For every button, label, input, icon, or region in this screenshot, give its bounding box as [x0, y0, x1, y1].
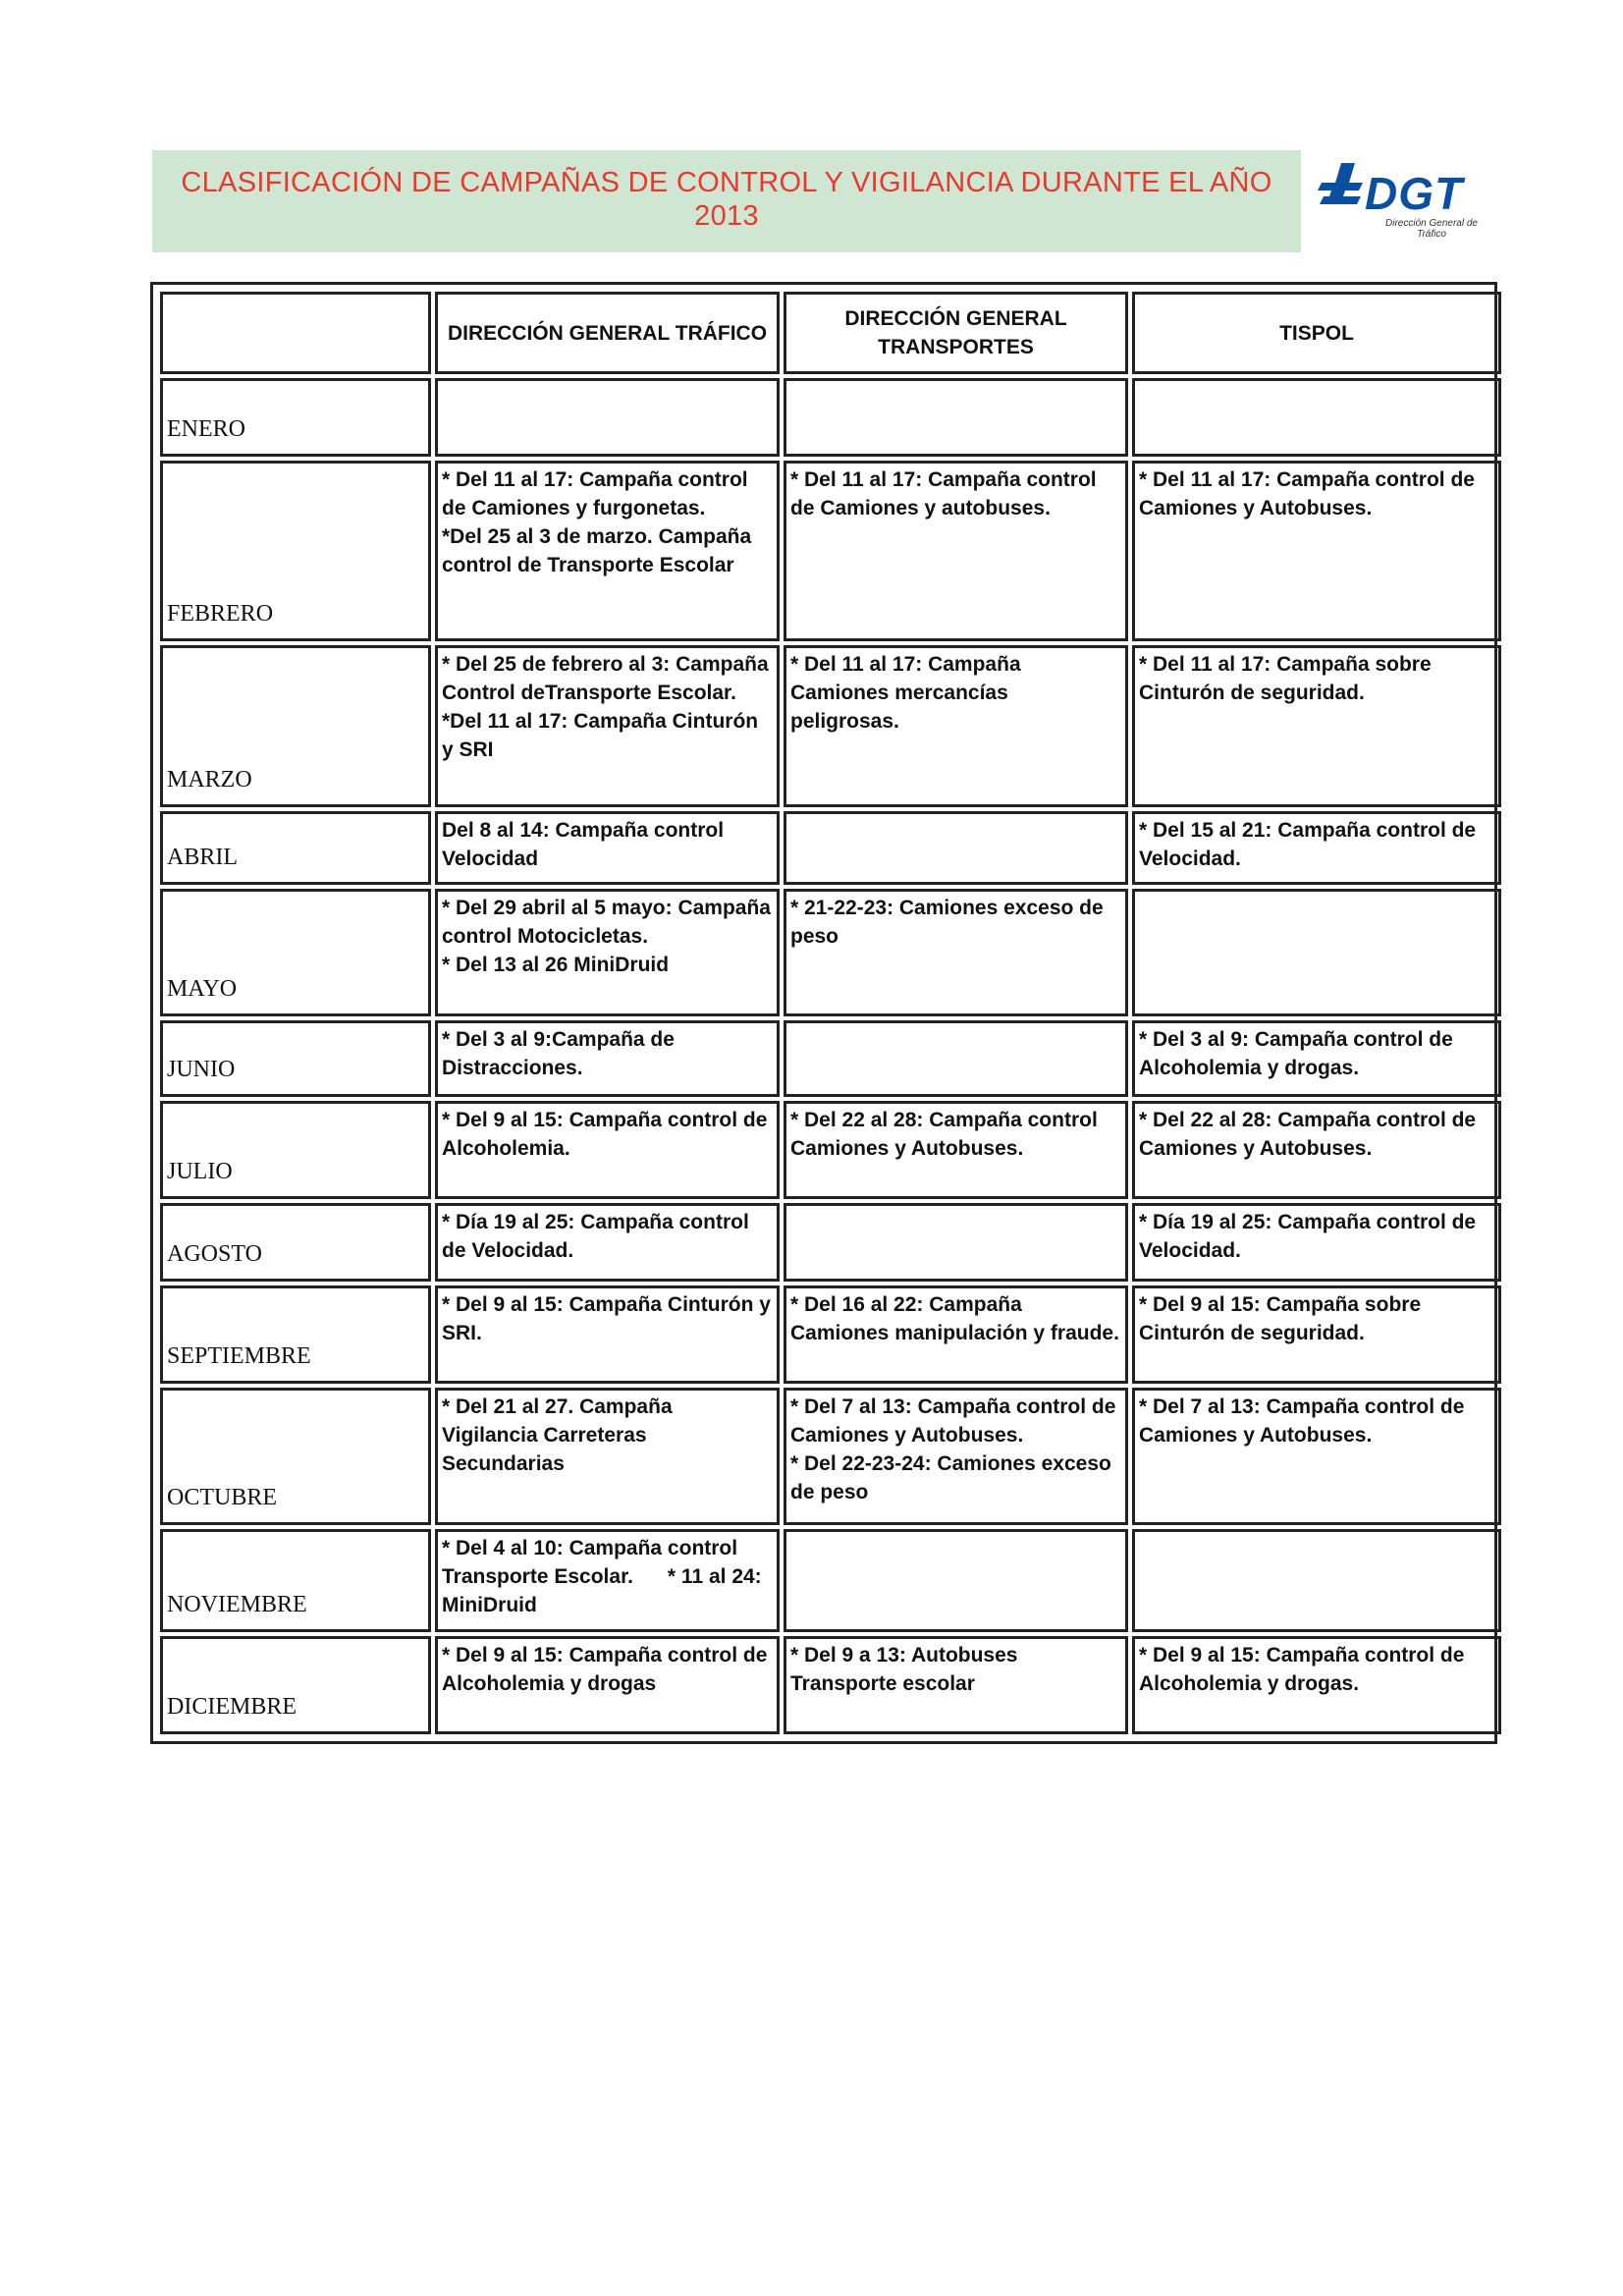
month-cell: OCTUBRE — [160, 1388, 431, 1525]
transportes-cell: * Del 11 al 17: Campaña Camiones mercancías peligrosas. — [784, 645, 1128, 807]
dgt-cell: * Del 4 al 10: Campaña control Transporte Escolar. * 11 al 24: MiniDruid — [435, 1529, 780, 1632]
dgt-logo-subtitle: Dirección General de Tráfico — [1385, 218, 1478, 240]
tispol-cell: * Del 3 al 9: Campaña control de Alcoholemia y drogas. — [1132, 1020, 1501, 1097]
month-cell: JULIO — [160, 1101, 431, 1199]
dgt-cell: * Del 9 al 15: Campaña Cinturón y SRI. — [435, 1285, 780, 1384]
transportes-cell — [784, 1020, 1128, 1097]
transportes-cell — [784, 1203, 1128, 1282]
dgt-cell: * Día 19 al 25: Campaña control de Velocidad. — [435, 1203, 780, 1282]
dgt-cell: * Del 9 al 15: Campaña control de Alcoholemia y drogas — [435, 1636, 780, 1734]
transportes-cell — [784, 1529, 1128, 1632]
table-row — [160, 645, 1501, 807]
dgt-cell: Del 8 al 14: Campaña control Velocidad — [435, 811, 780, 885]
campaign-table-frame — [150, 282, 1497, 1744]
transportes-cell: * Del 16 al 22: Campaña Camiones manipulación y fraude. — [784, 1285, 1128, 1384]
title-banner — [152, 150, 1301, 252]
table-row — [160, 1636, 1501, 1734]
dgt-cell — [435, 378, 780, 457]
document-title: CLASIFICACIÓN DE CAMPAÑAS DE CONTROL Y VIGILANCIA DURANTE EL AÑO — [181, 167, 1272, 198]
transportes-cell — [784, 811, 1128, 885]
tispol-cell: * Del 15 al 21: Campaña control de Velocidad. — [1132, 811, 1501, 885]
tispol-cell: * Día 19 al 25: Campaña control de Velocidad. — [1132, 1203, 1501, 1282]
month-cell: ENERO — [160, 378, 431, 457]
tispol-cell: * Del 11 al 17: Campaña sobre Cinturón de seguridad. — [1132, 645, 1501, 807]
transportes-cell: * Del 11 al 17: Campaña control de Camiones y autobuses. — [784, 461, 1128, 641]
header-tispol: TISPOL — [1132, 292, 1501, 374]
dgt-cell: * Del 25 de febrero al 3: Campaña Control deTransporte Escolar. *Del 11 al 17: Campaña Cinturón y SRI — [435, 645, 780, 807]
dgt-cell: * Del 29 abril al 5 mayo: Campaña control Motocicletas. * Del 13 al 26 MiniDruid — [435, 889, 780, 1016]
table-row — [160, 811, 1501, 885]
tispol-cell: * Del 9 al 15: Campaña sobre Cinturón de seguridad. — [1132, 1285, 1501, 1384]
header-transportes: DIRECCIÓN GENERAL TRANSPORTES — [784, 292, 1128, 374]
header-month — [160, 292, 431, 374]
month-cell: MAYO — [160, 889, 431, 1016]
month-cell: ABRIL — [160, 811, 431, 885]
table-row — [160, 1203, 1501, 1282]
dgt-cell: * Del 21 al 27. Campaña Vigilancia Carreteras Secundarias — [435, 1388, 780, 1525]
month-cell: DICIEMBRE — [160, 1636, 431, 1734]
month-cell: NOVIEMBRE — [160, 1529, 431, 1632]
tispol-cell — [1132, 378, 1501, 457]
dgt-cell: * Del 11 al 17: Campaña control de Camiones y furgonetas. *Del 25 al 3 de marzo. Campaña control de Transporte Escolar — [435, 461, 780, 641]
table-row — [160, 1388, 1501, 1525]
dgt-cell: * Del 3 al 9:Campaña de Distracciones. — [435, 1020, 780, 1097]
tispol-cell: * Del 11 al 17: Campaña control de Camiones y Autobuses. — [1132, 461, 1501, 641]
table-row — [160, 1529, 1501, 1632]
month-cell: JUNIO — [160, 1020, 431, 1097]
tispol-cell — [1132, 889, 1501, 1016]
month-cell: AGOSTO — [160, 1203, 431, 1282]
tispol-cell: * Del 9 al 15: Campaña control de Alcoholemia y drogas. — [1132, 1636, 1501, 1734]
table-row — [160, 1101, 1501, 1199]
transportes-cell — [784, 378, 1128, 457]
tispol-cell: * Del 22 al 28: Campaña control de Camiones y Autobuses. — [1132, 1101, 1501, 1199]
document-year: 2013 — [694, 200, 759, 232]
month-cell: FEBRERO — [160, 461, 431, 641]
table-row — [160, 1285, 1501, 1384]
tispol-cell: * Del 7 al 13: Campaña control de Camiones y Autobuses. — [1132, 1388, 1501, 1525]
table-row — [160, 378, 1501, 457]
table-header-row — [160, 292, 1501, 374]
dgt-cell: * Del 9 al 15: Campaña control de Alcoholemia. — [435, 1101, 780, 1199]
transportes-cell: * Del 22 al 28: Campaña control Camiones y Autobuses. — [784, 1101, 1128, 1199]
table-row — [160, 1020, 1501, 1097]
transportes-cell: * 21-22-23: Camiones exceso de peso — [784, 889, 1128, 1016]
table-row — [160, 461, 1501, 641]
table-row — [160, 889, 1501, 1016]
tispol-cell — [1132, 1529, 1501, 1632]
transportes-cell: * Del 9 a 13: Autobuses Transporte escolar — [784, 1636, 1128, 1734]
dgt-logo-text: DGT — [1365, 168, 1464, 219]
campaign-table — [156, 288, 1505, 1738]
month-cell: SEPTIEMBRE — [160, 1285, 431, 1384]
transportes-cell: * Del 7 al 13: Campaña control de Camiones y Autobuses. * Del 22-23-24: Camiones exceso de peso — [784, 1388, 1128, 1525]
header-dgt: DIRECCIÓN GENERAL TRÁFICO — [435, 292, 780, 374]
month-cell: MARZO — [160, 645, 431, 807]
